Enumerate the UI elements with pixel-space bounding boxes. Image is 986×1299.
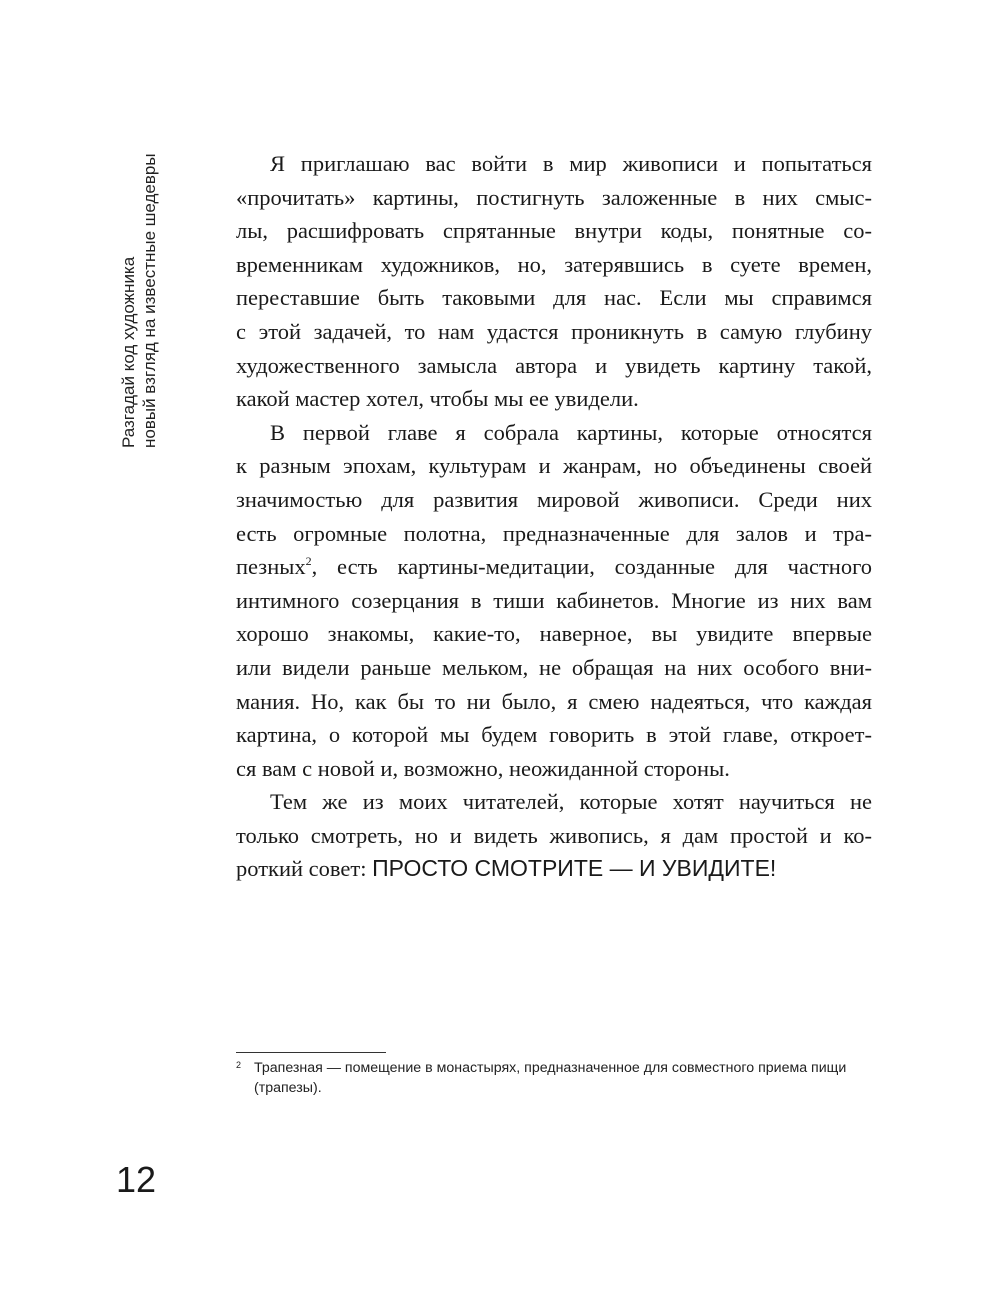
text-line: переставшие быть таковыми для нас. Если мы справимся [236,285,872,311]
text-line: картина, о которой мы будем говорить в этой главе, откроет- [236,722,872,748]
footnote-rule [236,1052,386,1053]
text-fragment: роткий совет: [236,856,373,882]
text-fragment: , есть картины-медитации, созданные для частного [311,554,872,580]
text-line: временникам художников, но, затерявшись в суете времен, [236,251,872,277]
text-line: хорошо знакомы, какие-то, наверное, вы увидите впервые [236,621,872,647]
emphasis-caps: ПРОСТО СМОТРИТЕ — И УВИДИТЕ! [372,855,777,882]
paragraph-1 [236,147,872,416]
text-line: к разным эпохам, культурам и жанрам, но объединены своей [236,453,872,479]
text-line: Я приглашаю вас войти в мир живописи и попытаться [270,151,872,176]
text-line-with-emphasis [236,852,872,886]
text-line: или видели раньше мельком, не обращая на них особого вни- [236,654,872,680]
text-line: мания. Но, как бы то ни было, я смею надеяться, что каждая [236,688,872,714]
text-line: «прочитать» картины, постигнуть заложенные в них смыс- [236,184,872,210]
text-line: Тем же из моих читателей, которые хотят научиться не [270,789,872,815]
footnote-reference: 2 [305,554,312,569]
text-line: только смотреть, но и видеть живопись, я дам простой и ко- [236,822,872,848]
text-line: какой мастер хотел, чтобы мы ее увидели. [236,386,639,412]
text-line: интимного созерцания в тиши кабинетов. Многие из них вам [236,587,872,613]
text-line: есть огромные полотна, предназначенные для залов и тра- [236,520,872,546]
text-fragment: пезных [236,554,306,580]
paragraph-2 [236,416,872,786]
text-line: художественного замысла автора и увидеть картину такой, [236,352,872,378]
footnote [236,1058,872,1098]
paragraph-3 [236,785,872,886]
text-line: лы, расшифровать спрятанные внутри коды, понятные со- [236,218,872,244]
body-text [236,147,872,886]
text-line: ся вам с новой и, возможно, неожиданной стороны. [236,755,730,781]
page-number: 12 [116,1159,157,1200]
text-line: значимостью для развития мировой живописи. Среди них [236,486,872,512]
text-line: с этой задачей, то нам удастся проникнуть в самую глубину [236,318,872,344]
running-head-title: Разгадай код художника [119,256,138,448]
running-head [118,148,160,448]
footnote-number: 2 [236,1060,242,1070]
footnote-text: Трапезная — помещение в монастырях, предназначенное для совместного приема пищи (трапезы). [254,1060,847,1096]
text-line: В первой главе я собрала картины, которые относятся [270,419,872,445]
text-line-with-footnote-ref [236,550,872,584]
running-head-subtitle: новый взгляд на известные шедевры [140,153,159,448]
